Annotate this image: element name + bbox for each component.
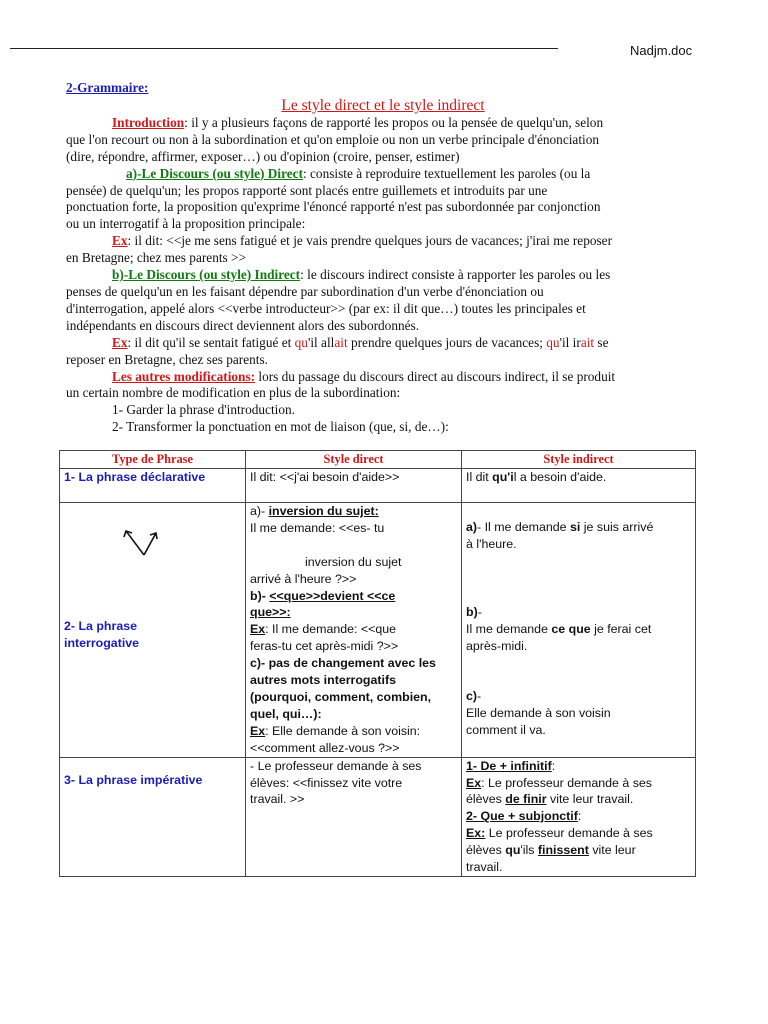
list-item: 1- Garder la phrase d'introduction. [112,402,295,418]
column-header-indirect: Style indirect [462,451,696,469]
modifications-paragraph [66,369,706,403]
indirect-line: : le discours indirect consiste à rapporter les paroles ou les [300,267,611,283]
example-text: : il dit qu'il se sentait fatigué et [127,334,295,350]
indirect-a-text: je suis arrivé [580,519,654,534]
direct-b-example: : Il me demande: <<que [265,622,397,637]
example-label: Ex [250,622,266,637]
indirect-a-bold: si [570,519,581,534]
table-header-row [60,451,696,469]
direct-c-title: c)- pas de changement avec les [250,656,436,671]
indirect-rule-title: 1- De + infinitif [466,758,552,773]
row-type-label: 3- La phrase impérative [64,772,203,787]
indirect-example-text: : Le professeur demande à ses [481,775,652,790]
example-text: 'il all [307,334,335,350]
indirect-b-label: b) [466,604,478,619]
direct-b-example: feras-tu cet après-midi ?>> [250,639,399,654]
introduction-paragraph [66,115,706,166]
direct-paragraph [66,166,706,234]
table-row-interrogative [60,502,696,757]
example-line: en Bretagne; chez mes parents >> [66,250,247,266]
direct-imperative-line: travail. >> [250,792,305,807]
direct-a-line: arrivé à l'heure ?>> [250,571,357,586]
direct-c-example: : Elle demande à son voisin: [265,723,421,738]
direct-c-title: quel, qui…): [250,706,322,721]
direct-b-prefix: b)- [250,588,270,603]
indirect-example-text: vite leur travail. [546,792,634,807]
direct-imperative-line: - Le professeur demande à ses [250,758,422,773]
direct-b-title: <<que>>devient <<ce [269,588,396,603]
direct-label: a)-Le Discours (ou style) Direct [126,165,304,181]
example-label: Ex [466,775,482,790]
example-text: prendre quelques jours de vacances; [347,334,547,350]
indirect-b-bold: ce que [551,621,591,636]
direct-c-example: <<comment allez-vous ?>> [250,740,400,755]
direct-line: ou un interrogatif à la proposition principale: [66,216,306,232]
indirect-rule-colon: : [577,809,582,824]
direct-line: : consiste à reproduire textuellement les paroles (ou la [303,165,591,181]
indirect-b-text: je ferai cet [590,621,652,636]
modifications-label: Les autres modifications: [112,368,256,384]
direct-a-prefix: a)- [250,503,269,518]
indirect-a-text: - Il me demande [477,519,571,534]
example-line: : il dit: <<je me sens fatigué et je vais prendre quelques jours de vacances; j'irai me reposer [127,233,612,249]
row-type-label [64,618,241,652]
example-label: Ex [112,334,128,350]
direct-line: ponctuation forte, la proposition qu'exprime l'énoncé rapporté n'est pas subordonnée par conjonction [66,199,601,215]
table-row-declarative [60,468,696,502]
indirect-line: d'interrogation, appelé alors <<verbe introducteur>> (par ex: il dit que…) toutes les principales et [66,300,586,316]
indirect-b-dash: - [477,604,482,619]
example-label: Ex: [466,826,486,841]
example-label: Ex [250,723,266,738]
indirect-example-text: élèves [466,843,506,858]
indirect-line: penses de quelqu'un en les faisant dépendre par subordination d'un verbe d'énonciation ou [66,283,544,299]
indirect-example-text: travail. [466,860,503,875]
row-type-label: 1- La phrase déclarative [64,469,206,484]
introduction-label: Introduction [112,114,185,130]
indirect-example-text: Le professeur demande à ses [485,826,653,841]
modifications-line: un certain nombre de modification en plus de la subordination: [66,385,401,401]
grammar-table [59,450,696,877]
column-header-direct: Style direct [246,451,462,469]
example-text: se [594,334,609,350]
row-type-line: interrogative [64,635,140,650]
example-indirect [66,335,706,369]
direct-c-title: autres mots interrogatifs [250,673,396,688]
indirect-example-text: 'ils [520,843,538,858]
indirect-paragraph [66,267,706,335]
direct-a-line: inversion du sujet [305,554,402,569]
column-header-type: Type de Phrase [60,451,246,469]
example-direct [66,233,706,267]
highlight-qu: qu [546,334,560,350]
intro-line: : il y a plusieurs façons de rapporté les propos ou la pensée de quelqu'un, selon [184,114,604,130]
table-row-imperative [60,757,696,876]
example-text: 'il ir [559,334,581,350]
intro-line: (dire, répondre, affirmer, exposer…) ou d'opinion (croire, penser, estimer) [66,148,460,164]
indirect-c-text: Elle demande à son voisin [466,706,611,721]
direct-c-title: (pourquoi, comment, combien, [250,689,432,704]
indirect-example-bold: finissent [537,843,589,858]
grammar-section [66,80,706,436]
highlight-qu: qu [294,334,308,350]
intro-line: que l'on recourt ou non à la subordination et qu'on emploie ou non un verbe principale d'énonciation [66,131,600,147]
direct-b-title: que>>: [250,605,291,620]
indirect-example-text: vite leur [588,843,636,858]
highlight-ait: ait [334,334,348,350]
section-title: 2-Grammaire: [66,80,149,95]
indirect-rule-title: 2- Que + subjonctif [466,809,578,824]
highlight-ait: ait [580,334,595,350]
direct-a-title: inversion du sujet: [268,503,379,518]
indirect-example-bold: de finir [505,792,547,807]
document-name: Nadjm.doc [630,43,693,58]
indirect-cell-text: Il dit [466,469,493,484]
example-text: reposer en Bretagne, chez ses parents. [66,351,268,367]
indirect-c-dash: - [477,689,482,704]
indirect-line: indépendants en discours direct deviennent alors des subordonnés. [66,317,420,333]
header-rule [10,48,558,49]
inversion-arrows-icon [64,503,241,563]
indirect-rule-colon: : [551,758,556,773]
indirect-a-label: a) [466,519,478,534]
indirect-label: b)-Le Discours (ou style) Indirect [112,267,301,283]
indirect-cell-bold: qu'i [492,469,514,484]
indirect-a-text: à l'heure. [466,536,517,551]
indirect-example-text: élèves [466,792,506,807]
direct-a-line: Il me demande: <<es- tu [250,520,385,535]
indirect-cell-text: l a besoin d'aide. [513,469,607,484]
main-heading: Le style direct et le style indirect [281,96,485,114]
indirect-c-label: c) [466,689,478,704]
example-label: Ex [112,233,128,249]
direct-line: pensée) de quelqu'un; les propos rapporté sont placés entre guillemets et introduits par une [66,182,548,198]
indirect-b-text: après-midi. [466,638,528,653]
direct-imperative-line: élèves: <<finissez vite votre [250,775,403,790]
indirect-example-bold: qu [505,843,521,858]
list-item: 2- Transformer la ponctuation en mot de liaison (que, si, de…): [112,419,449,435]
modifications-line: lors du passage du discours direct au discours indirect, il se produit [255,368,616,384]
indirect-b-text: Il me demande [466,621,552,636]
row-type-line: 2- La phrase [64,618,137,633]
direct-cell-text: Il dit: <<j'ai besoin d'aide>> [250,469,400,484]
indirect-c-text: comment il va. [466,723,546,738]
